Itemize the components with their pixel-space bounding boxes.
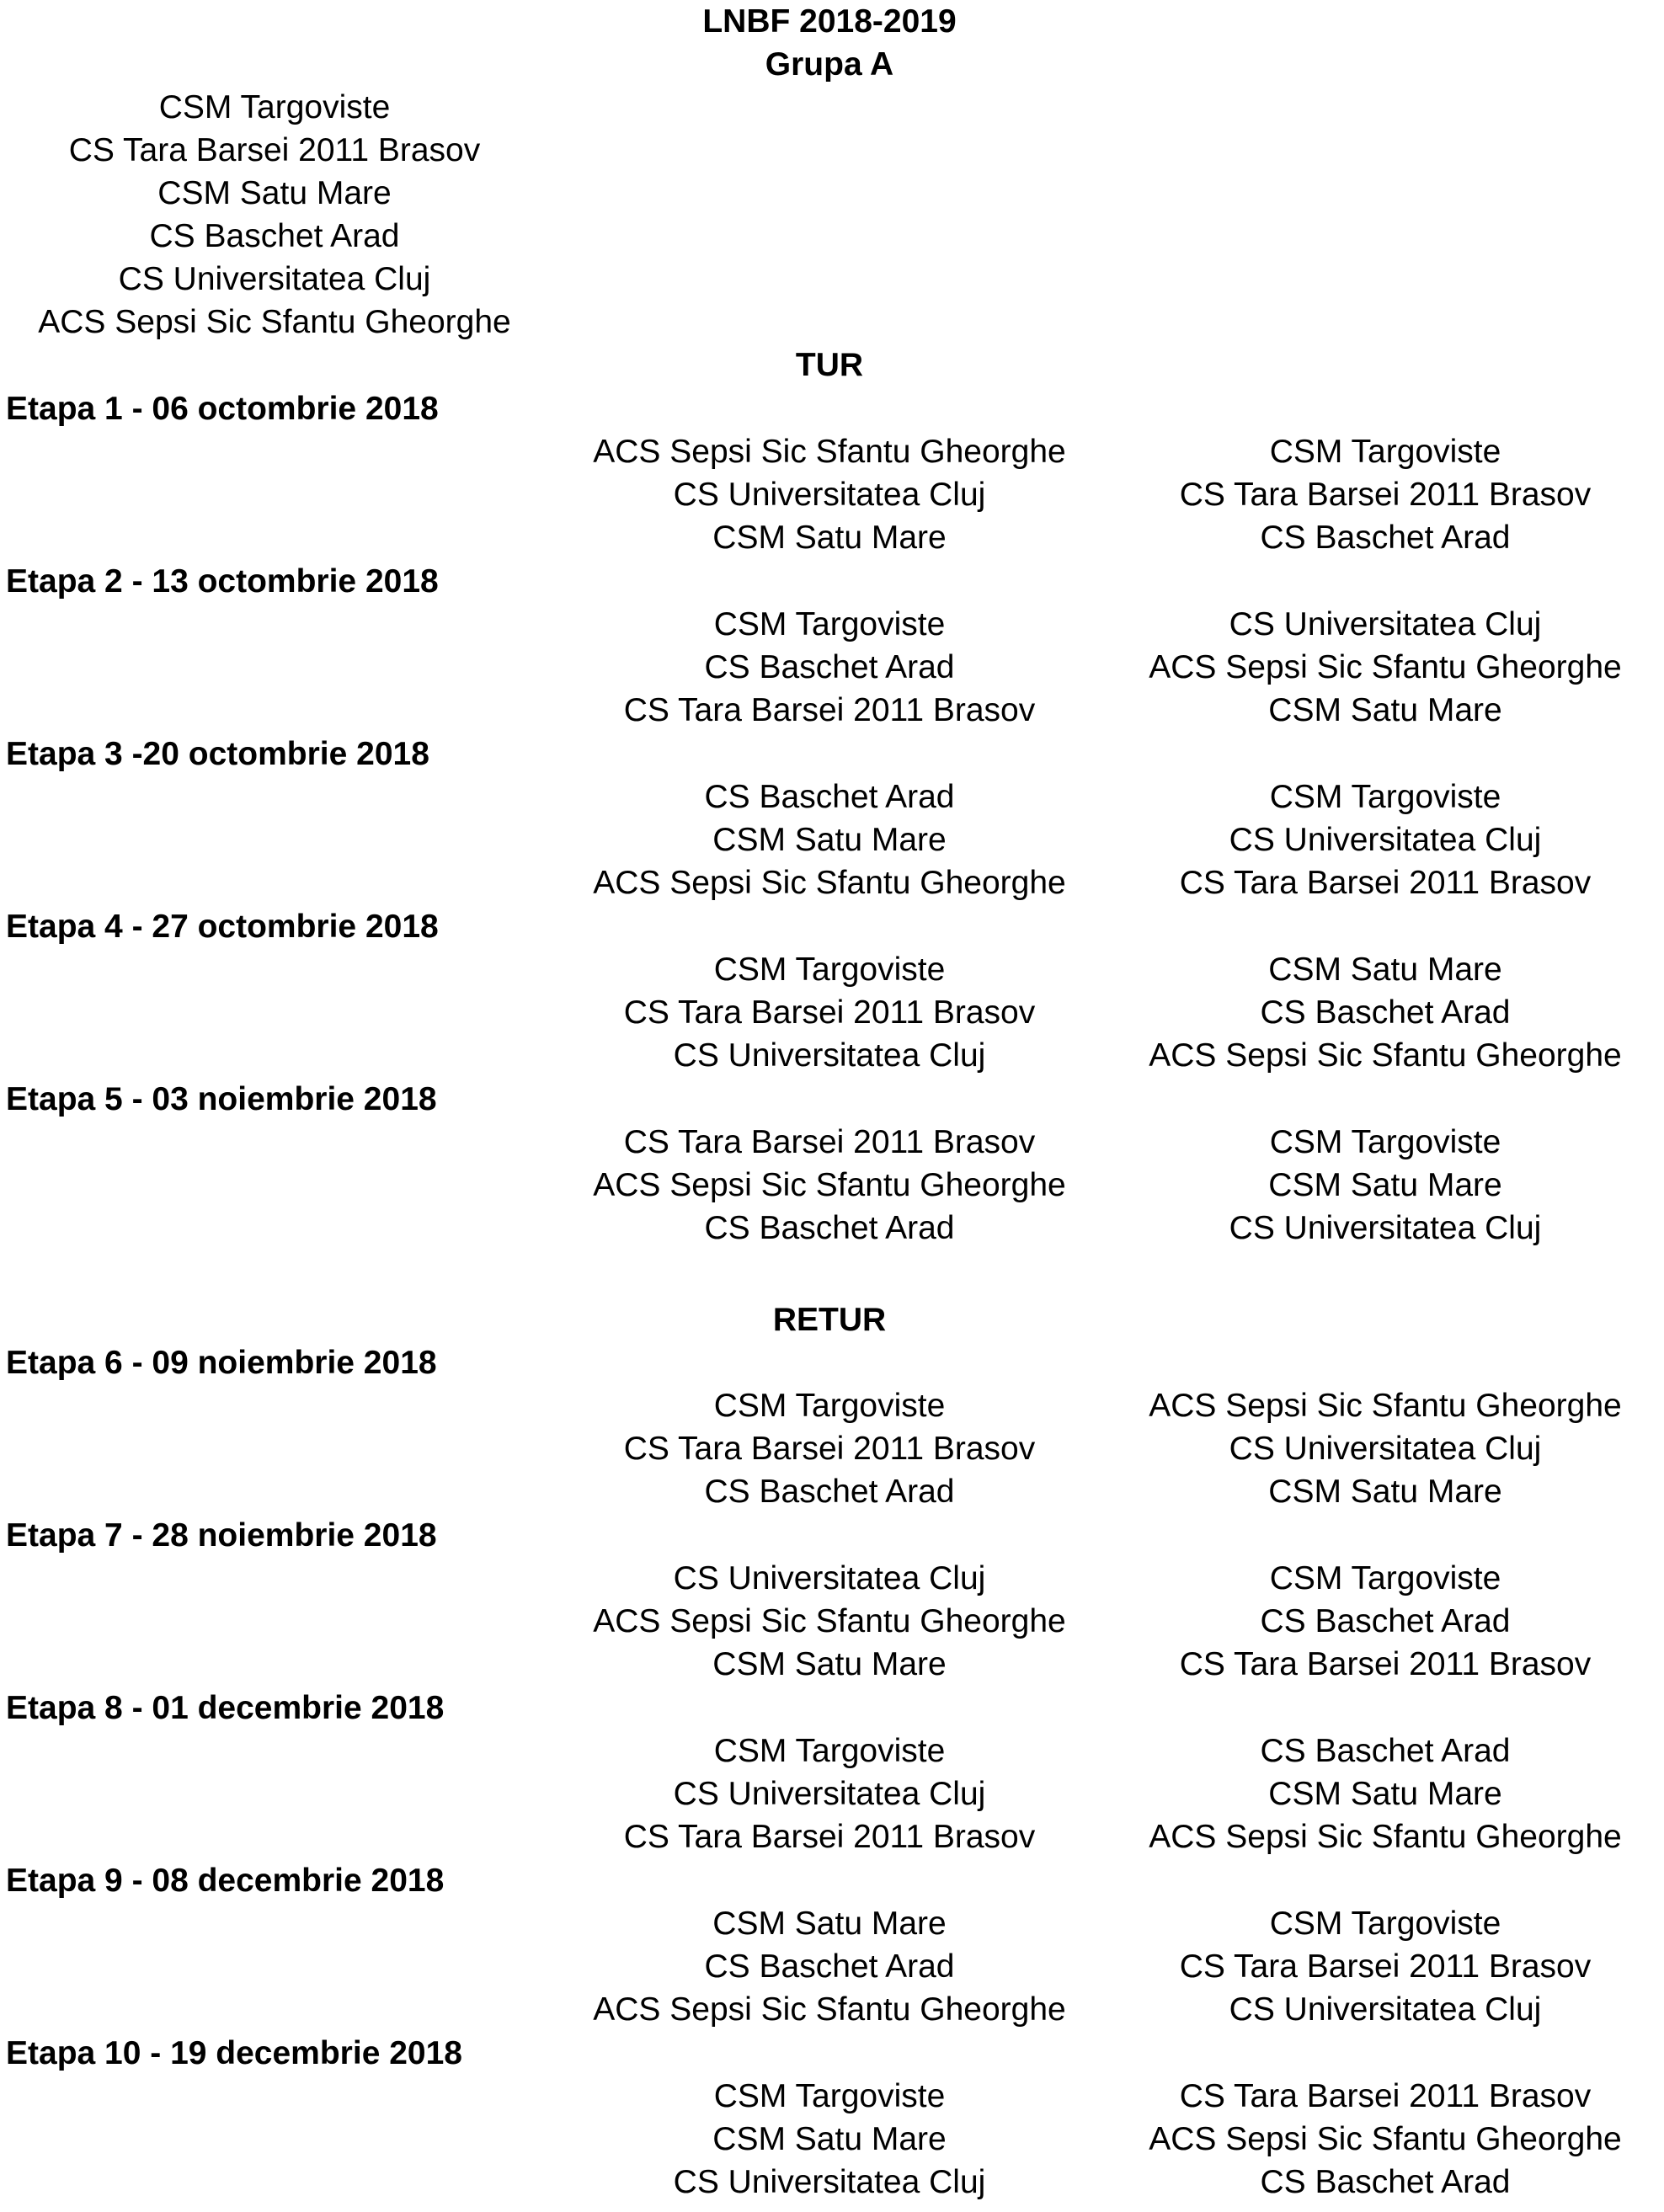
match-away-team: CSM Satu Mare <box>1268 692 1502 728</box>
match-home-team: CS Baschet Arad <box>704 1474 955 1510</box>
match-away-team: CSM Targoviste <box>1269 779 1501 815</box>
round-heading: Etapa 7 - 28 noiembrie 2018 <box>6 1517 437 1554</box>
match-home-team: CS Universitatea Cluj <box>673 477 986 513</box>
group-title: Grupa A <box>765 46 894 83</box>
match-away-team: CS Tara Barsei 2011 Brasov <box>1179 2078 1592 2114</box>
match-away-team: CS Baschet Arad <box>1260 1733 1511 1769</box>
match-away-team: CSM Satu Mare <box>1268 1474 1502 1510</box>
round-heading: Etapa 8 - 01 decembrie 2018 <box>6 1690 445 1726</box>
match-home-team: CSM Satu Mare <box>712 520 947 556</box>
match-home-team: CS Baschet Arad <box>704 1210 955 1246</box>
match-away-team: CSM Satu Mare <box>1268 1167 1502 1203</box>
match-home-team: CSM Targoviste <box>713 951 946 988</box>
match-away-team: CS Universitatea Cluj <box>1229 1991 1542 2028</box>
round-heading: Etapa 2 - 13 octombrie 2018 <box>6 563 439 600</box>
round-heading: Etapa 1 - 06 octombrie 2018 <box>6 391 439 427</box>
team-list-item: CSM Satu Mare <box>157 175 392 211</box>
round-heading: Etapa 6 - 09 noiembrie 2018 <box>6 1345 437 1381</box>
match-home-team: CSM Satu Mare <box>712 2121 947 2157</box>
team-list-item: ACS Sepsi Sic Sfantu Gheorghe <box>38 304 511 340</box>
match-home-team: CS Universitatea Cluj <box>673 1560 986 1596</box>
match-home-team: CS Tara Barsei 2011 Brasov <box>623 1819 1036 1855</box>
match-away-team: CS Tara Barsei 2011 Brasov <box>1179 1948 1592 1985</box>
match-home-team: ACS Sepsi Sic Sfantu Gheorghe <box>593 1603 1066 1639</box>
match-home-team: CSM Satu Mare <box>712 822 947 858</box>
match-away-team: CSM Satu Mare <box>1268 951 1502 988</box>
match-away-team: ACS Sepsi Sic Sfantu Gheorghe <box>1149 1819 1622 1855</box>
match-home-team: CS Baschet Arad <box>704 779 955 815</box>
document-title: LNBF 2018-2019 <box>702 3 957 40</box>
match-away-team: CS Baschet Arad <box>1260 994 1511 1031</box>
match-home-team: ACS Sepsi Sic Sfantu Gheorghe <box>593 434 1066 470</box>
section-heading-retur: RETUR <box>772 1302 887 1338</box>
match-away-team: CS Tara Barsei 2011 Brasov <box>1179 477 1592 513</box>
match-home-team: CS Tara Barsei 2011 Brasov <box>623 994 1036 1031</box>
team-list-item: CS Universitatea Cluj <box>118 261 431 297</box>
match-away-team: CS Baschet Arad <box>1260 520 1511 556</box>
match-home-team: CSM Satu Mare <box>712 1906 947 1942</box>
round-heading: Etapa 3 -20 octombrie 2018 <box>6 736 429 772</box>
match-home-team: CSM Targoviste <box>713 606 946 642</box>
match-away-team: CS Universitatea Cluj <box>1229 606 1542 642</box>
match-away-team: ACS Sepsi Sic Sfantu Gheorghe <box>1149 1388 1622 1424</box>
match-home-team: ACS Sepsi Sic Sfantu Gheorghe <box>593 1991 1066 2028</box>
match-away-team: CS Baschet Arad <box>1260 1603 1511 1639</box>
match-away-team: CS Tara Barsei 2011 Brasov <box>1179 1646 1592 1682</box>
match-away-team: CS Universitatea Cluj <box>1229 822 1542 858</box>
section-heading-tur: TUR <box>795 347 864 383</box>
round-heading: Etapa 10 - 19 decembrie 2018 <box>6 2035 462 2071</box>
match-away-team: CSM Targoviste <box>1269 1124 1501 1160</box>
match-away-team: CSM Targoviste <box>1269 1906 1501 1942</box>
match-home-team: ACS Sepsi Sic Sfantu Gheorghe <box>593 865 1066 901</box>
team-list-item: CS Baschet Arad <box>149 218 400 254</box>
match-away-team: ACS Sepsi Sic Sfantu Gheorghe <box>1149 2121 1622 2157</box>
match-away-team: CSM Targoviste <box>1269 1560 1501 1596</box>
match-home-team: CS Universitatea Cluj <box>673 1776 986 1812</box>
match-away-team: CS Baschet Arad <box>1260 2164 1511 2200</box>
match-home-team: CS Universitatea Cluj <box>673 2164 986 2200</box>
round-heading: Etapa 9 - 08 decembrie 2018 <box>6 1863 445 1899</box>
team-list-item: CS Tara Barsei 2011 Brasov <box>68 132 481 168</box>
match-home-team: CS Universitatea Cluj <box>673 1037 986 1074</box>
match-home-team: CS Baschet Arad <box>704 1948 955 1985</box>
match-home-team: CS Tara Barsei 2011 Brasov <box>623 692 1036 728</box>
match-away-team: ACS Sepsi Sic Sfantu Gheorghe <box>1149 649 1622 685</box>
match-away-team: CSM Targoviste <box>1269 434 1501 470</box>
match-home-team: CS Baschet Arad <box>704 649 955 685</box>
match-home-team: CSM Targoviste <box>713 1388 946 1424</box>
match-home-team: CSM Satu Mare <box>712 1646 947 1682</box>
round-heading: Etapa 5 - 03 noiembrie 2018 <box>6 1081 437 1117</box>
match-home-team: ACS Sepsi Sic Sfantu Gheorghe <box>593 1167 1066 1203</box>
match-away-team: CSM Satu Mare <box>1268 1776 1502 1812</box>
match-home-team: CSM Targoviste <box>713 2078 946 2114</box>
match-away-team: CS Tara Barsei 2011 Brasov <box>1179 865 1592 901</box>
team-list-item: CSM Targoviste <box>158 89 391 125</box>
match-home-team: CS Tara Barsei 2011 Brasov <box>623 1431 1036 1467</box>
match-away-team: CS Universitatea Cluj <box>1229 1431 1542 1467</box>
match-away-team: CS Universitatea Cluj <box>1229 1210 1542 1246</box>
match-home-team: CS Tara Barsei 2011 Brasov <box>623 1124 1036 1160</box>
match-home-team: CSM Targoviste <box>713 1733 946 1769</box>
match-away-team: ACS Sepsi Sic Sfantu Gheorghe <box>1149 1037 1622 1074</box>
round-heading: Etapa 4 - 27 octombrie 2018 <box>6 909 439 945</box>
